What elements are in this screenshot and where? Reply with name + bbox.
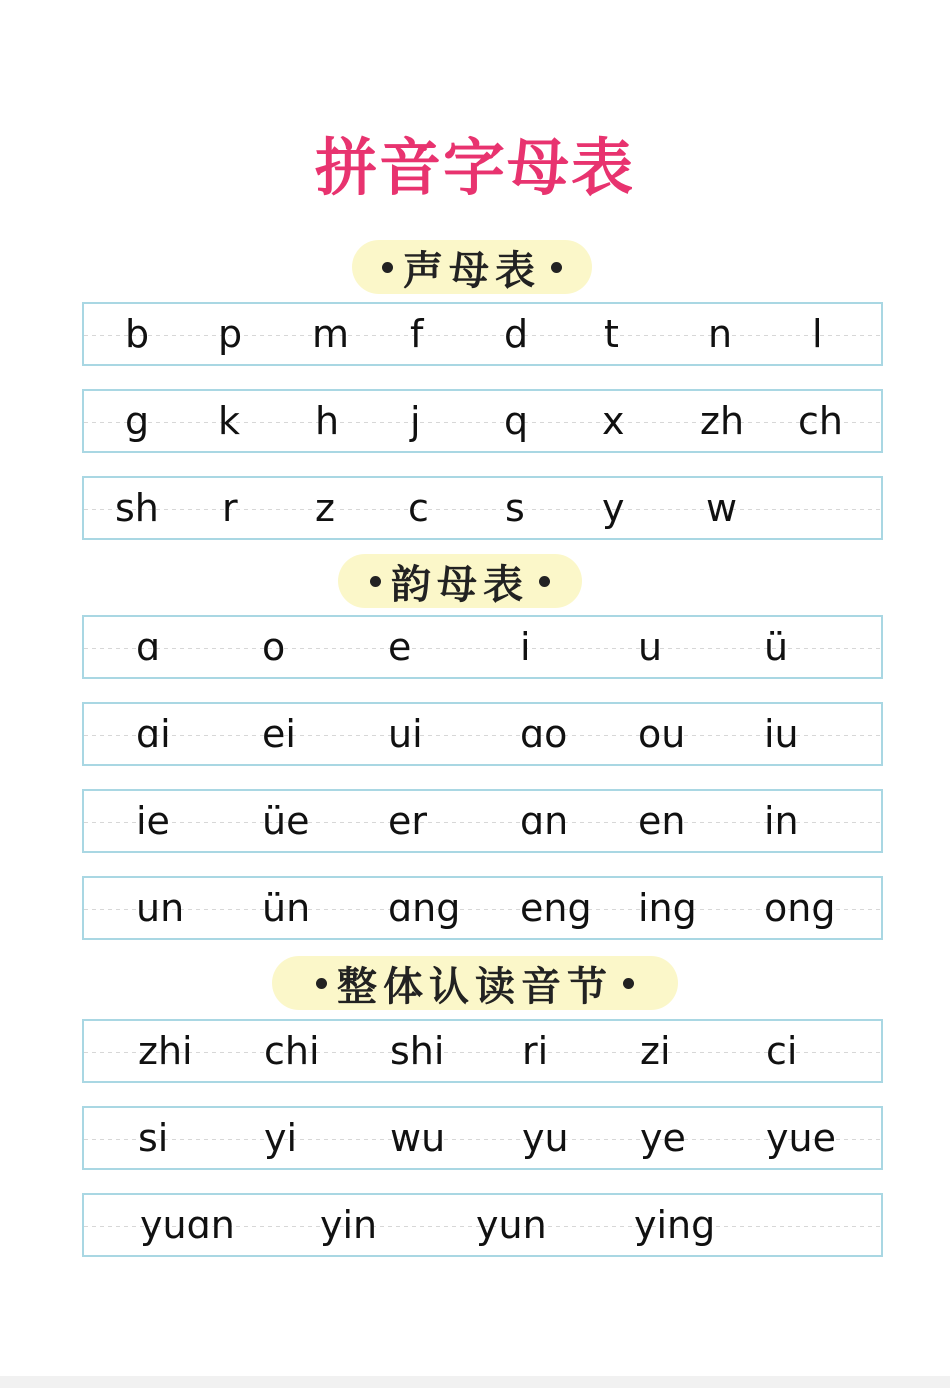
pinyin-cell: g — [125, 399, 150, 443]
bullet-dot — [551, 262, 562, 273]
pinyin-cell: si — [138, 1116, 169, 1160]
pinyin-cell: o — [262, 625, 286, 669]
section-heading-text: 声母表 — [403, 247, 541, 294]
pinyin-cell: un — [136, 886, 185, 930]
pinyin-cell: ie — [136, 799, 170, 843]
pinyin-cell: ɑng — [388, 886, 461, 930]
pinyin-cell: er — [388, 799, 428, 843]
bullet-dot — [370, 576, 381, 587]
pinyin-cell: iu — [764, 712, 799, 756]
pinyin-cell: ch — [798, 399, 843, 443]
pinyin-cell: wu — [390, 1116, 446, 1160]
pinyin-cell: yin — [320, 1203, 378, 1247]
pinyin-cell: ɑ — [136, 625, 161, 669]
pinyin-cell: ci — [766, 1029, 798, 1073]
pinyin-cell: k — [218, 399, 241, 443]
bullet-dot — [623, 978, 634, 989]
pinyin-cell: m — [312, 312, 350, 356]
pinyin-cell: ü — [764, 625, 789, 669]
pinyin-cell: z — [315, 486, 335, 530]
pinyin-row — [82, 1193, 883, 1257]
pinyin-row — [82, 1019, 883, 1083]
pinyin-row — [82, 302, 883, 366]
bullet-dot — [316, 978, 327, 989]
pinyin-cell: y — [602, 486, 625, 530]
pinyin-cell: j — [410, 399, 421, 443]
pinyin-cell: e — [388, 625, 412, 669]
pinyin-cell: shi — [390, 1029, 445, 1073]
pinyin-cell: s — [505, 486, 525, 530]
pinyin-row — [82, 476, 883, 540]
pinyin-cell: ün — [262, 886, 311, 930]
pinyin-cell: zh — [700, 399, 745, 443]
bullet-dot — [539, 576, 550, 587]
pinyin-cell: i — [520, 625, 531, 669]
pinyin-cell: chi — [264, 1029, 320, 1073]
pinyin-row — [82, 876, 883, 940]
section-heading-1 — [352, 240, 592, 294]
pinyin-cell: en — [638, 799, 686, 843]
pinyin-row — [82, 1106, 883, 1170]
pinyin-cell: ri — [522, 1029, 549, 1073]
pinyin-cell: ɑi — [136, 712, 171, 756]
pinyin-cell: ong — [764, 886, 836, 930]
pinyin-cell: ui — [388, 712, 423, 756]
pinyin-cell: eng — [520, 886, 592, 930]
pinyin-cell: yu — [522, 1116, 569, 1160]
pinyin-cell: ou — [638, 712, 686, 756]
page-title: 拼音字母表 — [314, 131, 635, 204]
pinyin-row — [82, 789, 883, 853]
pinyin-cell: zhi — [138, 1029, 193, 1073]
pinyin-cell: u — [638, 625, 663, 669]
pinyin-cell: r — [222, 486, 238, 530]
pinyin-cell: yuɑn — [140, 1203, 235, 1247]
pinyin-cell: d — [504, 312, 529, 356]
pinyin-cell: üe — [262, 799, 310, 843]
pinyin-cell: b — [125, 312, 150, 356]
pinyin-row — [82, 615, 883, 679]
pinyin-row — [82, 702, 883, 766]
pinyin-cell: ying — [634, 1203, 716, 1247]
pinyin-cell: ɑn — [520, 799, 569, 843]
pinyin-cell: ɑo — [520, 712, 568, 756]
pinyin-cell: zi — [640, 1029, 671, 1073]
pinyin-cell: f — [410, 312, 424, 356]
pinyin-cell: h — [315, 399, 340, 443]
pinyin-cell: yue — [766, 1116, 836, 1160]
pinyin-cell: p — [218, 312, 243, 356]
pinyin-cell: n — [708, 312, 733, 356]
section-heading-text: 整体认读音节 — [337, 963, 613, 1010]
bullet-dot — [382, 262, 393, 273]
pinyin-cell: c — [408, 486, 429, 530]
section-heading-text: 韵母表 — [391, 561, 529, 608]
pinyin-cell: x — [602, 399, 625, 443]
section-heading-2 — [338, 554, 582, 608]
pinyin-cell: ei — [262, 712, 296, 756]
pinyin-cell: yun — [476, 1203, 547, 1247]
pinyin-cell: sh — [115, 486, 159, 530]
pinyin-row — [82, 389, 883, 453]
pinyin-cell: l — [812, 312, 823, 356]
pinyin-cell: ing — [638, 886, 697, 930]
pinyin-cell: in — [764, 799, 799, 843]
section-heading-3 — [272, 956, 678, 1010]
pinyin-cell: w — [706, 486, 738, 530]
pinyin-cell: yi — [264, 1116, 298, 1160]
pinyin-cell: q — [504, 399, 529, 443]
pinyin-cell: ye — [640, 1116, 686, 1160]
bottom-strip — [0, 1376, 950, 1388]
pinyin-cell: t — [604, 312, 619, 356]
